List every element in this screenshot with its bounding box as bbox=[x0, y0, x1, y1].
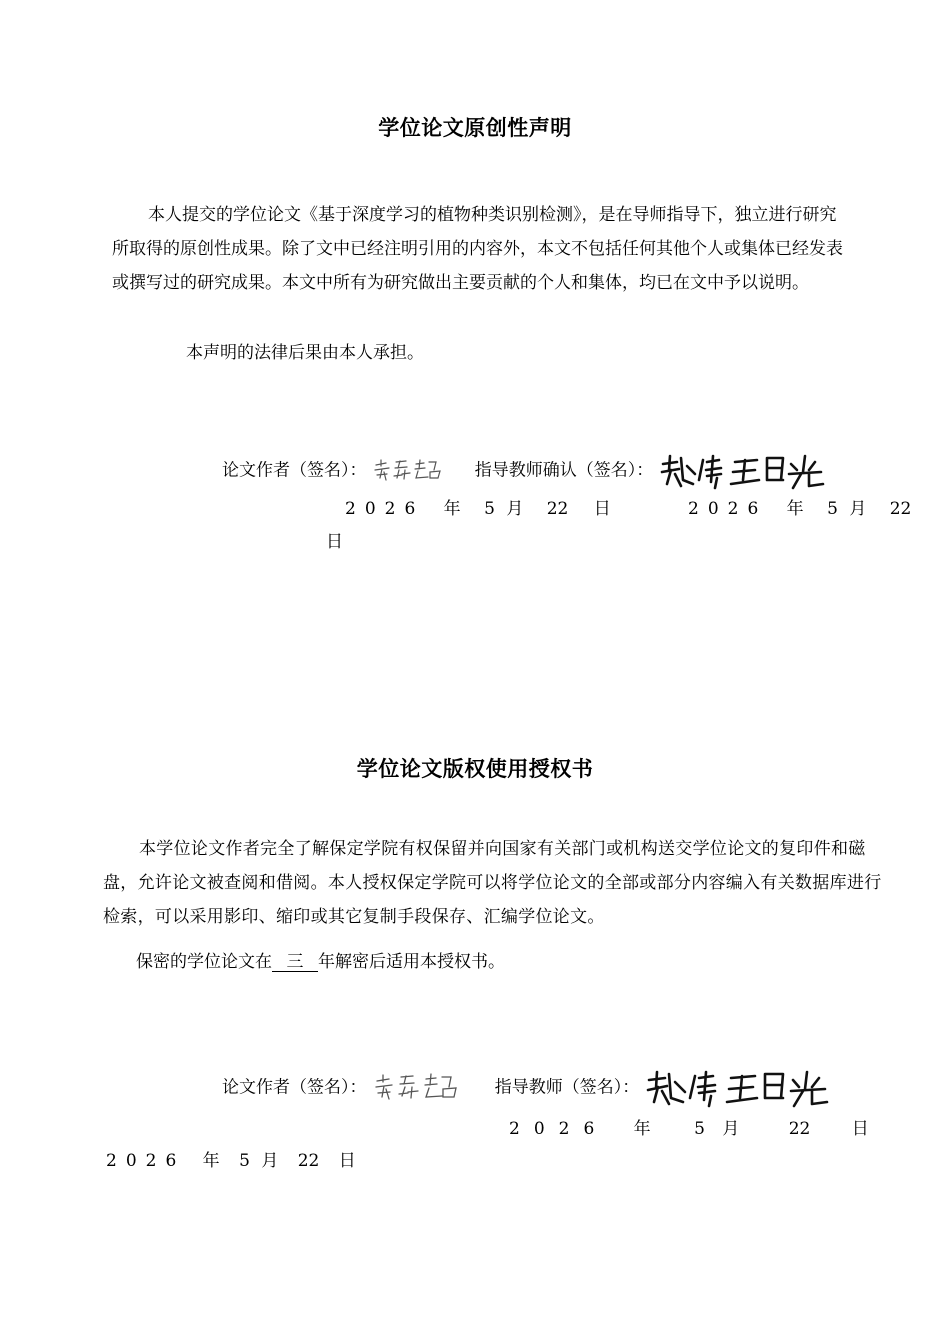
authorization-author-date-month: 5 bbox=[239, 1151, 250, 1171]
declaration-advisor-date-year-unit: 年 bbox=[786, 499, 804, 519]
authorization-advisor-date-year-unit: 年 bbox=[633, 1119, 651, 1139]
declaration-author-date-year: 2026 bbox=[345, 499, 425, 519]
authorization-confidential-suffix: 年解密后适用本授权书。 bbox=[318, 952, 505, 972]
authorization-author-date bbox=[106, 1146, 356, 1171]
authorization-advisor-date-day: 22 bbox=[788, 1119, 811, 1139]
authorization-confidential-prefix: 保密的学位论文在 bbox=[136, 952, 272, 972]
declaration-author-label: 论文作者（签名）： bbox=[222, 460, 367, 481]
authorization-author-date-day-unit: 日 bbox=[338, 1151, 356, 1171]
authorization-advisor-date bbox=[509, 1114, 869, 1139]
authorization-body: 本学位论文作者完全了解保定学院有权保留并向国家有关部门或机构送交学位论文的复印件和磁盘，允许论文被查阅和借阅。本人授权保定学院可以将学位论文的全部或部分内容编入有关数据库进行检索，可以采用影印、缩印或其它复制手段保存、汇编学位论文。 bbox=[103, 839, 882, 927]
authorization-advisor-date-month-unit: 月 bbox=[722, 1119, 740, 1139]
authorization-author-label: 论文作者（签名）： bbox=[222, 1077, 367, 1098]
advisor-signature-image-2 bbox=[645, 1066, 829, 1110]
authorization-author-date-month-unit: 月 bbox=[261, 1151, 279, 1171]
advisor-signature-image bbox=[659, 450, 825, 492]
declaration-advisor-date bbox=[688, 494, 911, 519]
declaration-author-date bbox=[345, 494, 611, 519]
authorization-author-date-year: 2026 bbox=[106, 1151, 186, 1171]
authorization-title: 学位论文版权使用授权书 bbox=[356, 757, 594, 781]
declaration-author-date-month-unit: 月 bbox=[506, 499, 524, 519]
declaration-author-date-day: 22 bbox=[546, 499, 569, 519]
authorization-advisor-date-day-unit: 日 bbox=[851, 1119, 869, 1139]
declaration-signature-line bbox=[222, 450, 825, 492]
author-signature-image-2 bbox=[372, 1070, 468, 1106]
declaration-author-date-month: 5 bbox=[484, 499, 495, 519]
declaration-advisor-date-day: 22 bbox=[889, 499, 912, 519]
authorization-advisor-date-year: 2026 bbox=[509, 1119, 609, 1139]
declaration-body: 本人提交的学位论文《基于深度学习的植物种类识别检测》，是在导师指导下，独立进行研究所取得的原创性成果。除了文中已经注明引用的内容外，本文不包括任何其他个人或集体已经发表或撰写过的研究成果。本文中所有为研究做出主要贡献的个人和集体，均已在文中予以说明。 bbox=[112, 205, 843, 293]
declaration-author-date-year-unit: 年 bbox=[443, 499, 461, 519]
declaration-legal: 本声明的法律后果由本人承担。 bbox=[186, 343, 424, 363]
authorization-author-date-day: 22 bbox=[297, 1151, 320, 1171]
declaration-advisor-date-year: 2026 bbox=[688, 499, 768, 519]
authorization-author-date-year-unit: 年 bbox=[202, 1151, 220, 1171]
declaration-advisor-label: 指导教师确认（签名）： bbox=[474, 460, 654, 481]
declaration-advisor-date-day-unit: 日 bbox=[326, 532, 343, 552]
authorization-advisor-label: 指导教师（签名）： bbox=[494, 1077, 640, 1098]
authorization-confidential-line bbox=[136, 947, 505, 972]
declaration-author-date-day-unit: 日 bbox=[593, 499, 611, 519]
author-signature-image bbox=[372, 456, 450, 486]
authorization-signature-line bbox=[222, 1066, 829, 1110]
authorization-confidential-years: 三 bbox=[272, 953, 318, 972]
declaration-title: 学位论文原创性声明 bbox=[378, 116, 572, 140]
declaration-advisor-date-month-unit: 月 bbox=[849, 499, 867, 519]
authorization-advisor-date-month: 5 bbox=[694, 1119, 705, 1139]
declaration-advisor-date-month: 5 bbox=[827, 499, 838, 519]
